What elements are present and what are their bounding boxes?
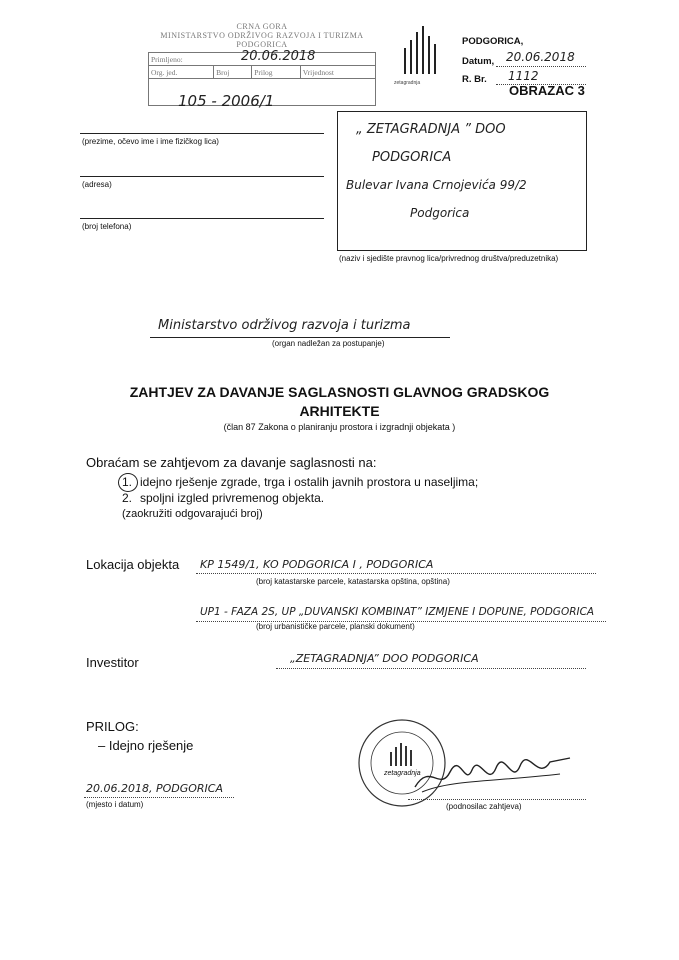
datum-value: 20.06.2018	[506, 50, 575, 64]
received-label: Primljeno:	[151, 54, 183, 64]
logo-text: zetagradnja	[394, 80, 421, 86]
form-label: OBRAZAC 3	[509, 83, 585, 98]
location-caption2: (broj urbanističke parcele, planski dokument)	[256, 622, 415, 631]
company-address: Bulevar Ivana Crnojevića 99/2	[346, 178, 527, 192]
phone-label: (broj telefona)	[82, 222, 132, 231]
seal-text: zetagradnja	[384, 770, 421, 777]
title-line2: ARHITEKTE	[299, 403, 380, 419]
company-logo-icon	[400, 26, 440, 78]
stamp-header-2: MINISTARSTVO ODRŽIVOG RAZVOJA I TURIZMA	[160, 31, 364, 40]
address-label: (adresa)	[82, 180, 112, 189]
company-town: Podgorica	[410, 206, 470, 220]
ref-number: 105 - 2006/1	[178, 92, 275, 110]
option2-text: spoljni izgled privremenog objekta.	[140, 491, 325, 505]
company-city: PODGORICA	[372, 150, 452, 165]
place-date-caption: (mjesto i datum)	[86, 800, 144, 809]
company-caption: (naziv i sjedište pravnog lica/privrednog društva/preduzetnika)	[339, 254, 559, 263]
investor-value: „ZETAGRADNJA” DOO PODGORICA	[290, 652, 479, 665]
company-box	[337, 111, 587, 251]
header-city: PODGORICA,	[462, 36, 524, 47]
name-label: (prezime, očevo ime i ime fizičkog lica)	[82, 137, 219, 146]
col-vrijednost: Vrijednost	[300, 66, 375, 79]
option1-num: 1.	[122, 475, 133, 489]
request-note: (zaokružiti odgovarajući broj)	[122, 508, 263, 520]
title-line1: ZAHTJEV ZA DAVANJE SAGLASNOSTI GLAVNOG GRADSKOG	[129, 384, 550, 400]
attachment-label: PRILOG:	[86, 719, 139, 734]
col-org: Org. jed.	[149, 66, 214, 79]
col-prilog: Prilog	[252, 66, 301, 79]
authority-value: Ministarstvo održivog razvoja i turizma	[158, 318, 411, 333]
rbr-label: R. Br.	[462, 74, 487, 85]
location-caption1: (broj katastarske parcele, katastarska opština, opština)	[256, 577, 450, 586]
title-subtitle: (član 87 Zakona o planiranju prostora i izgradnji objekata )	[223, 422, 456, 432]
stamp-header-1: CRNA GORA	[236, 22, 288, 31]
request-intro: Obraćam se zahtjevom za davanje saglasnosti na:	[86, 455, 377, 470]
company-name: „ ZETAGRADNJA ” DOO	[356, 122, 506, 137]
stamp-header-3: PODGORICA	[236, 40, 288, 49]
datum-label: Datum,	[462, 56, 495, 67]
received-date: 20.06.2018	[241, 49, 316, 64]
place-date-value: 20.06.2018, PODGORICA	[86, 782, 224, 795]
signature	[410, 752, 580, 802]
location-value2: UP1 - FAZA 2S, UP „DUVANSKI KOMBINAT” IZMJENE I DOPUNE, PODGORICA	[200, 606, 595, 618]
option1-text: idejno rješenje zgrade, trga i ostalih javnih prostora u naseljima;	[140, 475, 479, 489]
signer-caption: (podnosilac zahtjeva)	[446, 802, 522, 811]
location-value1: KP 1549/1, KO PODGORICA I , PODGORICA	[200, 558, 434, 571]
received-stamp	[148, 22, 376, 118]
investor-label: Investitor	[86, 655, 139, 670]
authority-caption: (organ nadležan za postupanje)	[272, 339, 385, 348]
rbr-value: 1112	[508, 69, 539, 83]
location-label: Lokacija objekta	[86, 557, 180, 572]
col-broj: Broj	[214, 66, 252, 79]
attachment-item: – Idejno rješenje	[98, 738, 194, 753]
option2-num: 2.	[122, 491, 133, 505]
